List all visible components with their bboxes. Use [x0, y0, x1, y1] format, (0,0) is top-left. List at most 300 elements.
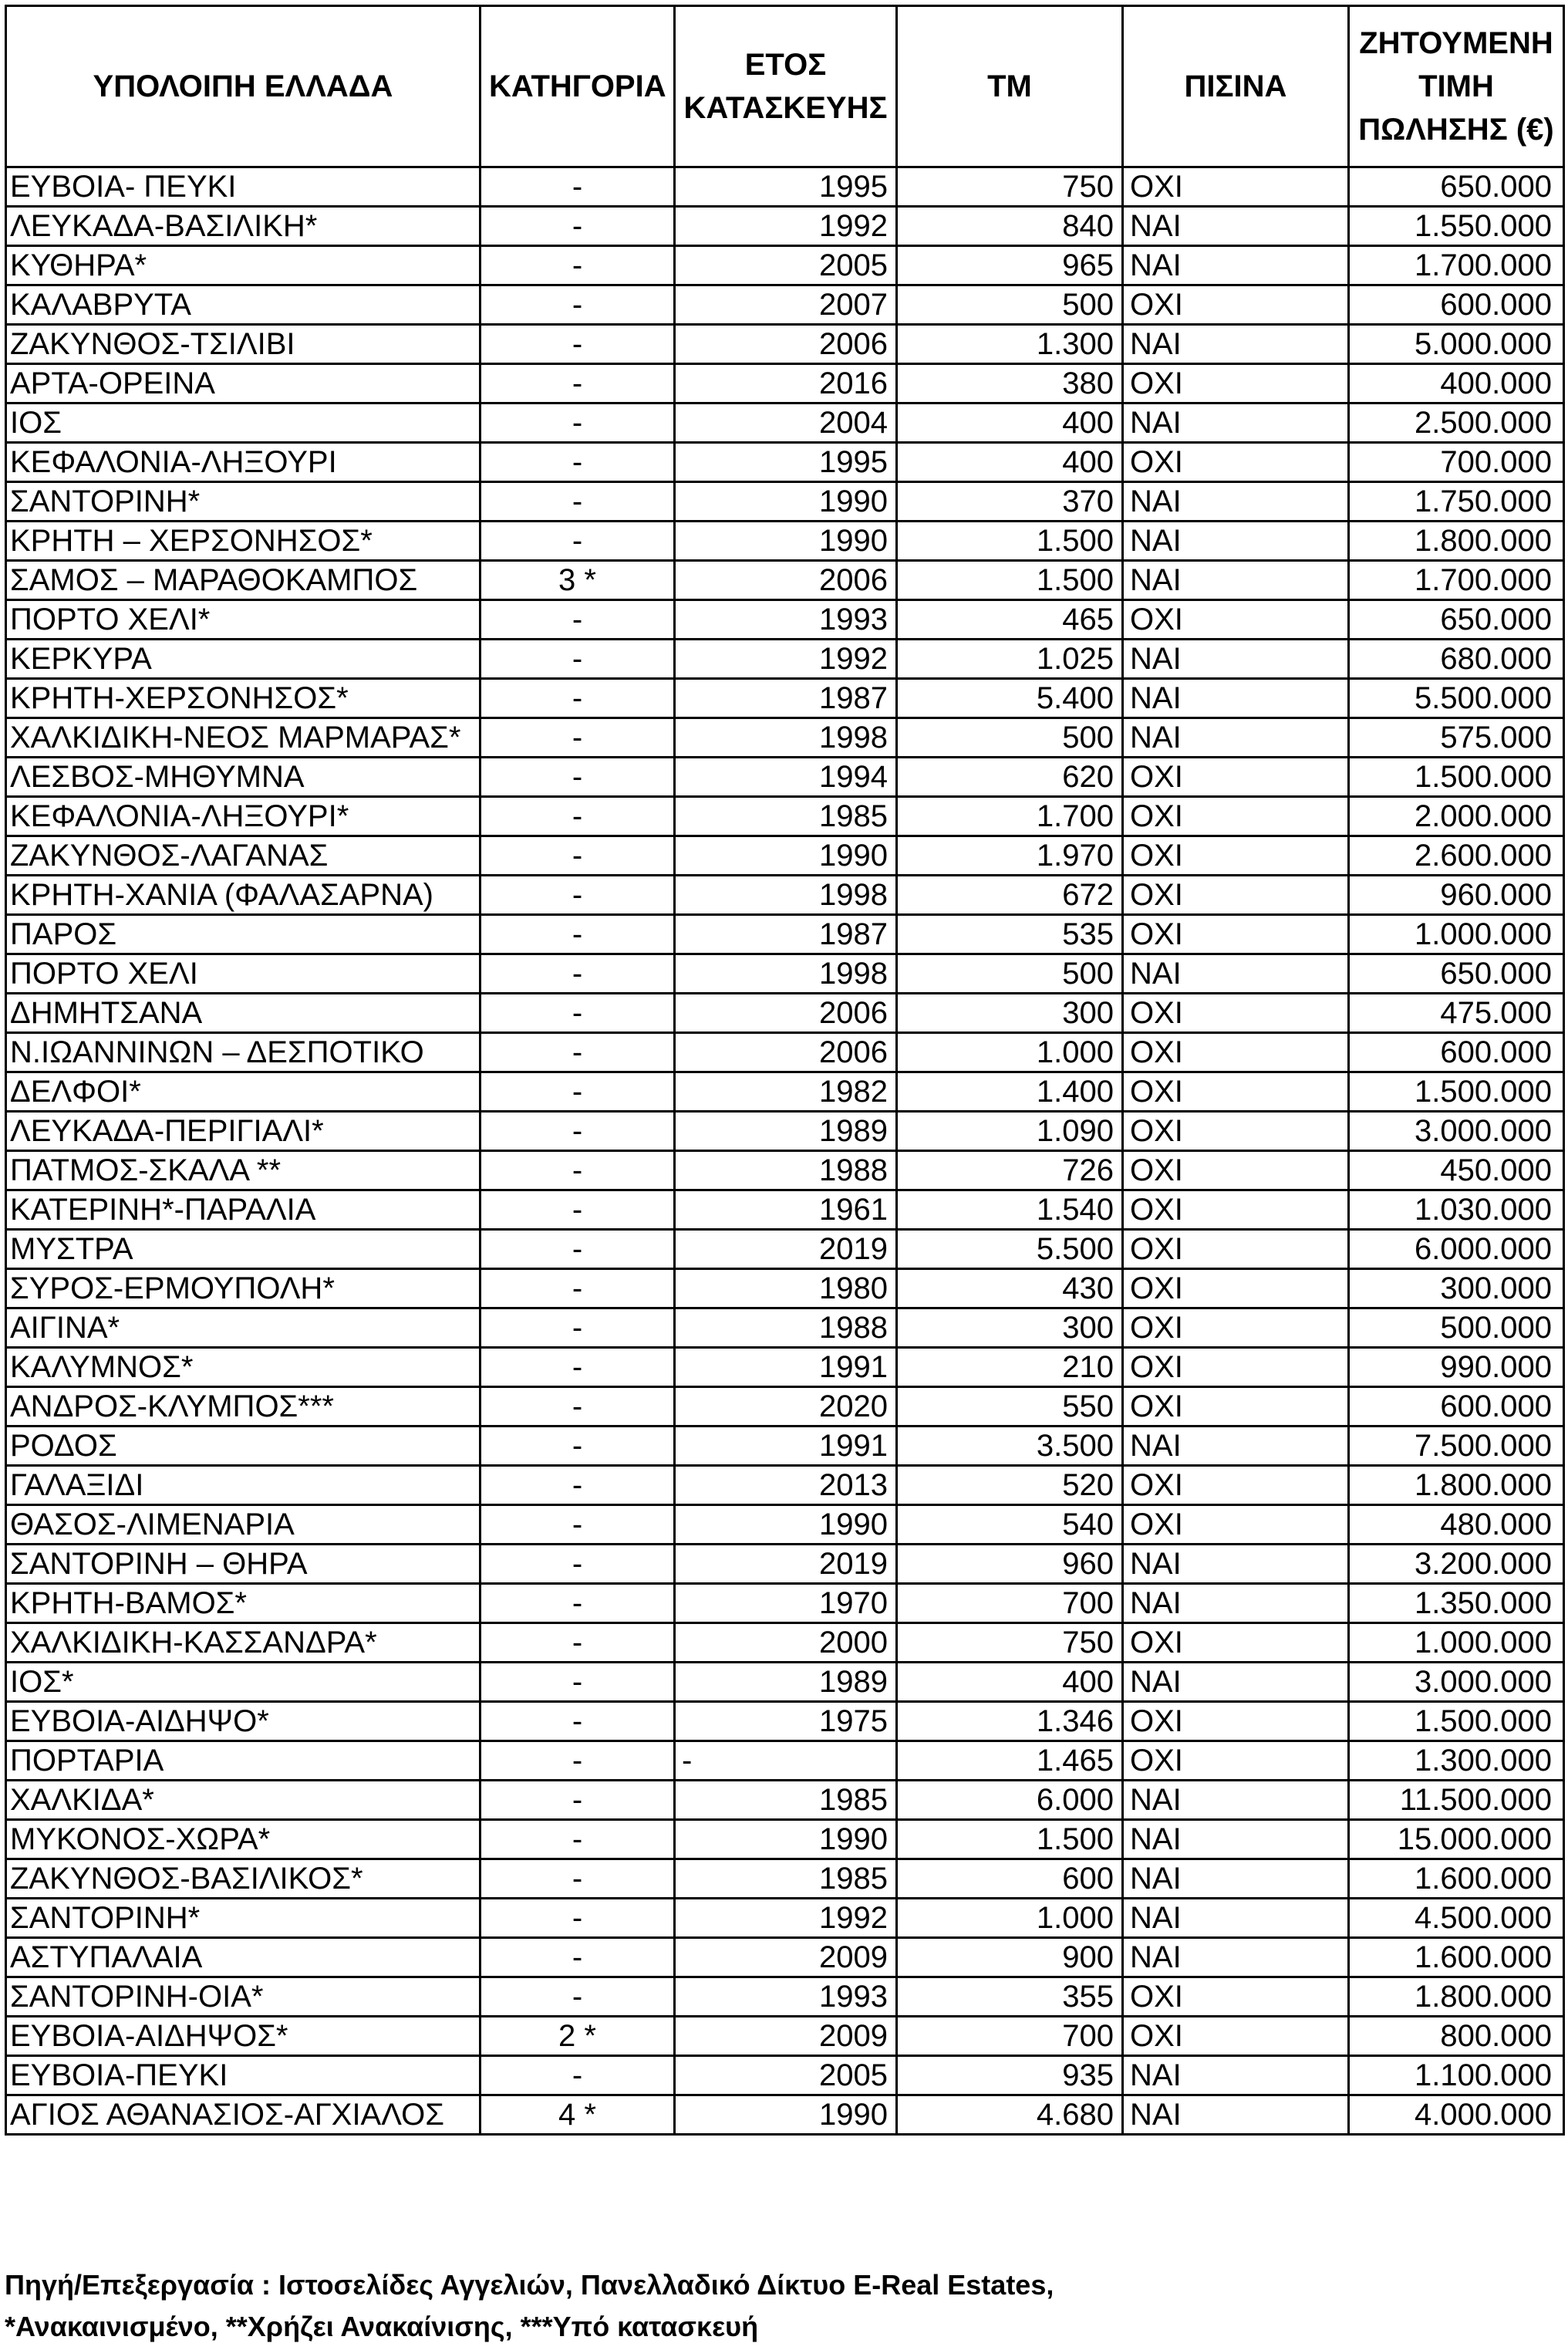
location-cell: Ν.ΙΩΑΝΝΙΝΩΝ – ΔΕΣΠΟΤΙΚΟ — [6, 1033, 481, 1072]
location-cell: ΣΑΝΤΟΡΙΝΗ* — [6, 1899, 481, 1938]
sqm-cell: 1.540 — [897, 1190, 1123, 1230]
asking-price-cell: 600.000 — [1349, 1387, 1564, 1427]
construction-year-cell: 1998 — [675, 718, 897, 758]
location-cell: ΘΑΣΟΣ-ΛΙΜΕΝΑΡΙΑ — [6, 1505, 481, 1545]
category-cell: - — [481, 1623, 675, 1663]
pool-cell: ΟΧΙ — [1123, 1072, 1349, 1112]
category-cell: - — [481, 207, 675, 246]
construction-year-cell: 1975 — [675, 1702, 897, 1741]
location-cell: ΣΑΝΤΟΡΙΝΗ-ΟΙΑ* — [6, 1977, 481, 2017]
sqm-cell: 300 — [897, 1308, 1123, 1348]
pool-cell: ΝΑΙ — [1123, 403, 1349, 443]
location-cell: ΠΟΡΤΟ ΧΕΛΙ — [6, 954, 481, 994]
pool-cell: ΝΑΙ — [1123, 1663, 1349, 1702]
sqm-cell: 1.025 — [897, 640, 1123, 679]
header-price-line1: ΖΗΤΟΥΜΕΝΗ — [1359, 26, 1553, 60]
table-row — [6, 1702, 1564, 1741]
table-row — [6, 285, 1564, 325]
category-cell: 3 * — [481, 561, 675, 600]
location-cell: ΧΑΛΚΙΔΑ* — [6, 1781, 481, 1820]
location-cell: ΠΟΡΤΟ ΧΕΛΙ* — [6, 600, 481, 640]
category-cell: - — [481, 1308, 675, 1348]
table-row — [6, 1033, 1564, 1072]
construction-year-cell: 2006 — [675, 561, 897, 600]
asking-price-cell: 1.700.000 — [1349, 561, 1564, 600]
pool-cell: ΟΧΙ — [1123, 1505, 1349, 1545]
location-cell: ΚΡΗΤΗ-ΒΑΜΟΣ* — [6, 1584, 481, 1623]
location-cell: ΚΕΦΑΛΟΝΙΑ-ΛΗΞΟΥΡΙ — [6, 443, 481, 482]
asking-price-cell: 650.000 — [1349, 954, 1564, 994]
listing-table-container — [5, 5, 1563, 2136]
pool-cell: ΟΧΙ — [1123, 1151, 1349, 1190]
sqm-cell: 6.000 — [897, 1781, 1123, 1820]
asking-price-cell: 5.000.000 — [1349, 325, 1564, 364]
sqm-cell: 900 — [897, 1938, 1123, 1977]
location-cell: ΕΥΒΟΙΑ-ΑΙΔΗΨΟ* — [6, 1702, 481, 1741]
asking-price-cell: 3.000.000 — [1349, 1663, 1564, 1702]
category-cell: - — [481, 1781, 675, 1820]
construction-year-cell: 2005 — [675, 2056, 897, 2095]
table-row — [6, 1466, 1564, 1505]
sqm-cell: 370 — [897, 482, 1123, 522]
sqm-cell: 600 — [897, 1859, 1123, 1899]
sqm-cell: 540 — [897, 1505, 1123, 1545]
pool-cell: ΟΧΙ — [1123, 1308, 1349, 1348]
sqm-cell: 700 — [897, 1584, 1123, 1623]
sqm-cell: 935 — [897, 2056, 1123, 2095]
category-cell: 2 * — [481, 2017, 675, 2056]
table-body — [6, 167, 1564, 2135]
table-row — [6, 1072, 1564, 1112]
sqm-cell: 1.000 — [897, 1899, 1123, 1938]
asking-price-cell: 600.000 — [1349, 1033, 1564, 1072]
sqm-cell: 1.500 — [897, 1820, 1123, 1859]
category-cell: - — [481, 167, 675, 207]
sqm-cell: 960 — [897, 1545, 1123, 1584]
sqm-cell: 840 — [897, 207, 1123, 246]
asking-price-cell: 800.000 — [1349, 2017, 1564, 2056]
construction-year-cell: 1993 — [675, 1977, 897, 2017]
table-row — [6, 954, 1564, 994]
location-cell: ΣΑΝΤΟΡΙΝΗ* — [6, 482, 481, 522]
location-cell: ΙΟΣ — [6, 403, 481, 443]
construction-year-cell: 2006 — [675, 325, 897, 364]
pool-cell: ΟΧΙ — [1123, 1623, 1349, 1663]
category-cell: - — [481, 994, 675, 1033]
category-cell: - — [481, 1545, 675, 1584]
category-cell: - — [481, 718, 675, 758]
sqm-cell: 750 — [897, 167, 1123, 207]
category-cell: - — [481, 1033, 675, 1072]
location-cell: ΚΑΛΥΜΝΟΣ* — [6, 1348, 481, 1387]
asking-price-cell: 1.350.000 — [1349, 1584, 1564, 1623]
category-cell: - — [481, 1387, 675, 1427]
legend-note: *Ανακαινισμένο, **Χρήζει Ανακαίνισης, ***Υπό κατασκευή — [5, 2311, 759, 2342]
location-cell: ΖΑΚΥΝΘΟΣ-ΒΑΣΙΛΙΚΟΣ* — [6, 1859, 481, 1899]
pool-cell: ΟΧΙ — [1123, 994, 1349, 1033]
asking-price-cell: 500.000 — [1349, 1308, 1564, 1348]
table-row — [6, 915, 1564, 954]
pool-cell: ΝΑΙ — [1123, 1820, 1349, 1859]
construction-year-cell: 1998 — [675, 954, 897, 994]
table-row — [6, 1308, 1564, 1348]
location-cell: ΑΓΙΟΣ ΑΘΑΝΑΣΙΟΣ-ΑΓΧΙΑΛΟΣ — [6, 2095, 481, 2135]
asking-price-cell: 650.000 — [1349, 600, 1564, 640]
location-cell: ΑΙΓΙΝΑ* — [6, 1308, 481, 1348]
location-cell: ΔΕΛΦΟΙ* — [6, 1072, 481, 1112]
pool-cell: ΝΑΙ — [1123, 1781, 1349, 1820]
construction-year-cell: 2007 — [675, 285, 897, 325]
table-row — [6, 1899, 1564, 1938]
table-row — [6, 1269, 1564, 1308]
location-cell: ΑΣΤΥΠΑΛΑΙΑ — [6, 1938, 481, 1977]
table-row — [6, 1427, 1564, 1466]
pool-cell: ΟΧΙ — [1123, 167, 1349, 207]
asking-price-cell: 6.000.000 — [1349, 1230, 1564, 1269]
table-row — [6, 876, 1564, 915]
sqm-cell: 520 — [897, 1466, 1123, 1505]
table-row — [6, 1663, 1564, 1702]
location-cell: ΓΑΛΑΞΙΔΙ — [6, 1466, 481, 1505]
pool-cell: ΟΧΙ — [1123, 876, 1349, 915]
sqm-cell: 1.970 — [897, 836, 1123, 876]
asking-price-cell: 1.000.000 — [1349, 915, 1564, 954]
sqm-cell: 210 — [897, 1348, 1123, 1387]
table-row — [6, 758, 1564, 797]
pool-cell: ΟΧΙ — [1123, 1466, 1349, 1505]
construction-year-cell: 1992 — [675, 1899, 897, 1938]
location-cell: ΣΥΡΟΣ-ΕΡΜΟΥΠΟΛΗ* — [6, 1269, 481, 1308]
pool-cell: ΝΑΙ — [1123, 482, 1349, 522]
asking-price-cell: 7.500.000 — [1349, 1427, 1564, 1466]
pool-cell: ΝΑΙ — [1123, 561, 1349, 600]
category-cell: - — [481, 246, 675, 285]
location-cell: ΠΑΡΟΣ — [6, 915, 481, 954]
pool-cell: ΟΧΙ — [1123, 758, 1349, 797]
sqm-cell: 535 — [897, 915, 1123, 954]
construction-year-cell: 2006 — [675, 1033, 897, 1072]
table-row — [6, 561, 1564, 600]
header-price-line2: ΤΙΜΗ — [1418, 69, 1494, 103]
asking-price-cell: 1.030.000 — [1349, 1190, 1564, 1230]
location-cell: ΚΡΗΤΗ – ΧΕΡΣΟΝΗΣΟΣ* — [6, 522, 481, 561]
header-construction-year — [675, 6, 897, 167]
sqm-cell: 726 — [897, 1151, 1123, 1190]
pool-cell: ΟΧΙ — [1123, 600, 1349, 640]
asking-price-cell: 960.000 — [1349, 876, 1564, 915]
category-cell: - — [481, 1859, 675, 1899]
asking-price-cell: 1.700.000 — [1349, 246, 1564, 285]
asking-price-cell: 5.500.000 — [1349, 679, 1564, 718]
asking-price-cell: 650.000 — [1349, 167, 1564, 207]
asking-price-cell: 1.600.000 — [1349, 1938, 1564, 1977]
pool-cell: ΝΑΙ — [1123, 1938, 1349, 1977]
pool-cell: ΝΑΙ — [1123, 325, 1349, 364]
sqm-cell: 750 — [897, 1623, 1123, 1663]
table-row — [6, 522, 1564, 561]
category-cell: - — [481, 1741, 675, 1781]
header-category: ΚΑΤΗΓΟΡΙΑ — [481, 6, 675, 167]
location-cell: ΚΡΗΤΗ-ΧΕΡΣΟΝΗΣΟΣ* — [6, 679, 481, 718]
category-cell: - — [481, 403, 675, 443]
table-row — [6, 167, 1564, 207]
pool-cell: ΟΧΙ — [1123, 1348, 1349, 1387]
construction-year-cell: 2005 — [675, 246, 897, 285]
category-cell: - — [481, 915, 675, 954]
construction-year-cell: 1985 — [675, 797, 897, 836]
table-row — [6, 443, 1564, 482]
category-cell: - — [481, 1348, 675, 1387]
location-cell: ΔΗΜΗΤΣΑΝΑ — [6, 994, 481, 1033]
category-cell: - — [481, 443, 675, 482]
category-cell: - — [481, 364, 675, 403]
asking-price-cell: 1.000.000 — [1349, 1623, 1564, 1663]
table-row — [6, 718, 1564, 758]
table-row — [6, 1151, 1564, 1190]
construction-year-cell: 1991 — [675, 1348, 897, 1387]
asking-price-cell: 400.000 — [1349, 364, 1564, 403]
category-cell: - — [481, 836, 675, 876]
construction-year-cell: 1982 — [675, 1072, 897, 1112]
sqm-cell: 400 — [897, 403, 1123, 443]
pool-cell: ΟΧΙ — [1123, 797, 1349, 836]
pool-cell: ΝΑΙ — [1123, 246, 1349, 285]
sqm-cell: 500 — [897, 718, 1123, 758]
sqm-cell: 965 — [897, 246, 1123, 285]
asking-price-cell: 4.500.000 — [1349, 1899, 1564, 1938]
location-cell: ΑΡΤΑ-ΟΡΕΙΝΑ — [6, 364, 481, 403]
category-cell: - — [481, 1466, 675, 1505]
location-cell: ΧΑΛΚΙΔΙΚΗ-ΚΑΣΣΑΝΔΡΑ* — [6, 1623, 481, 1663]
sqm-cell: 700 — [897, 2017, 1123, 2056]
construction-year-cell: 1990 — [675, 482, 897, 522]
table-row — [6, 207, 1564, 246]
pool-cell: ΟΧΙ — [1123, 1977, 1349, 2017]
construction-year-cell: 1985 — [675, 1859, 897, 1899]
pool-cell: ΝΑΙ — [1123, 1859, 1349, 1899]
construction-year-cell: 1990 — [675, 522, 897, 561]
location-cell: ΚΕΦΑΛΟΝΙΑ-ΛΗΞΟΥΡΙ* — [6, 797, 481, 836]
table-row — [6, 1505, 1564, 1545]
sqm-cell: 550 — [897, 1387, 1123, 1427]
construction-year-cell: 1961 — [675, 1190, 897, 1230]
category-cell: - — [481, 1899, 675, 1938]
category-cell: - — [481, 640, 675, 679]
table-row — [6, 2017, 1564, 2056]
asking-price-cell: 3.200.000 — [1349, 1545, 1564, 1584]
location-cell: ΙΟΣ* — [6, 1663, 481, 1702]
table-row — [6, 403, 1564, 443]
sqm-cell: 4.680 — [897, 2095, 1123, 2135]
table-row — [6, 1977, 1564, 2017]
asking-price-cell: 1.500.000 — [1349, 1702, 1564, 1741]
table-row — [6, 1938, 1564, 1977]
category-cell: - — [481, 1190, 675, 1230]
asking-price-cell: 2.600.000 — [1349, 836, 1564, 876]
sqm-cell: 672 — [897, 876, 1123, 915]
table-row — [6, 1112, 1564, 1151]
pool-cell: ΝΑΙ — [1123, 522, 1349, 561]
pool-cell: ΟΧΙ — [1123, 443, 1349, 482]
sqm-cell: 380 — [897, 364, 1123, 403]
header-sqm: ΤΜ — [897, 6, 1123, 167]
sqm-cell: 400 — [897, 1663, 1123, 1702]
construction-year-cell: 1989 — [675, 1112, 897, 1151]
table-row — [6, 1623, 1564, 1663]
sqm-cell: 500 — [897, 285, 1123, 325]
asking-price-cell: 575.000 — [1349, 718, 1564, 758]
sqm-cell: 1.090 — [897, 1112, 1123, 1151]
construction-year-cell: 2016 — [675, 364, 897, 403]
construction-year-cell: 1990 — [675, 2095, 897, 2135]
pool-cell: ΝΑΙ — [1123, 640, 1349, 679]
asking-price-cell: 1.600.000 — [1349, 1859, 1564, 1899]
asking-price-cell: 475.000 — [1349, 994, 1564, 1033]
header-pool: ΠΙΣΙΝΑ — [1123, 6, 1349, 167]
pool-cell: ΝΑΙ — [1123, 1584, 1349, 1623]
construction-year-cell: 1994 — [675, 758, 897, 797]
location-cell: ΜΥΣΤΡΑ — [6, 1230, 481, 1269]
category-cell: - — [481, 954, 675, 994]
construction-year-cell: 2020 — [675, 1387, 897, 1427]
asking-price-cell: 1.300.000 — [1349, 1741, 1564, 1781]
construction-year-cell: 1970 — [675, 1584, 897, 1623]
location-cell: ΚΥΘΗΡΑ* — [6, 246, 481, 285]
table-row — [6, 1820, 1564, 1859]
category-cell: - — [481, 285, 675, 325]
location-cell: ΚΑΛΑΒΡΥΤΑ — [6, 285, 481, 325]
table-row — [6, 994, 1564, 1033]
sqm-cell: 1.500 — [897, 561, 1123, 600]
pool-cell: ΟΧΙ — [1123, 285, 1349, 325]
sqm-cell: 1.000 — [897, 1033, 1123, 1072]
construction-year-cell: 1987 — [675, 679, 897, 718]
asking-price-cell: 600.000 — [1349, 285, 1564, 325]
table-row — [6, 1741, 1564, 1781]
category-cell: - — [481, 1977, 675, 2017]
asking-price-cell: 1.800.000 — [1349, 1466, 1564, 1505]
category-cell: - — [481, 1269, 675, 1308]
table-row — [6, 246, 1564, 285]
pool-cell: ΟΧΙ — [1123, 915, 1349, 954]
category-cell: - — [481, 1151, 675, 1190]
construction-year-cell: 1995 — [675, 167, 897, 207]
construction-year-cell: 1992 — [675, 640, 897, 679]
construction-year-cell: 1993 — [675, 600, 897, 640]
sqm-cell: 620 — [897, 758, 1123, 797]
category-cell: - — [481, 325, 675, 364]
pool-cell: ΟΧΙ — [1123, 836, 1349, 876]
construction-year-cell: 2000 — [675, 1623, 897, 1663]
pool-cell: ΝΑΙ — [1123, 1427, 1349, 1466]
table-row — [6, 2095, 1564, 2135]
pool-cell: ΟΧΙ — [1123, 1190, 1349, 1230]
pool-cell: ΝΑΙ — [1123, 1899, 1349, 1938]
header-year-line1: ΕΤΟΣ — [744, 48, 827, 82]
construction-year-cell: 1990 — [675, 836, 897, 876]
asking-price-cell: 4.000.000 — [1349, 2095, 1564, 2135]
pool-cell: ΝΑΙ — [1123, 954, 1349, 994]
sqm-cell: 1.465 — [897, 1741, 1123, 1781]
pool-cell: ΝΑΙ — [1123, 2056, 1349, 2095]
construction-year-cell: 2019 — [675, 1545, 897, 1584]
asking-price-cell: 300.000 — [1349, 1269, 1564, 1308]
sqm-cell: 1.300 — [897, 325, 1123, 364]
location-cell: ΖΑΚΥΝΘΟΣ-ΤΣΙΛΙΒΙ — [6, 325, 481, 364]
table-row — [6, 325, 1564, 364]
asking-price-cell: 700.000 — [1349, 443, 1564, 482]
construction-year-cell: 1980 — [675, 1269, 897, 1308]
source-note: Πηγή/Επεξεργασία : Ιστοσελίδες Αγγελιών, Πανελλαδικό Δίκτυο E-Real Estates, — [5, 2269, 1054, 2301]
asking-price-cell: 1.750.000 — [1349, 482, 1564, 522]
location-cell: ΣΑΝΤΟΡΙΝΗ – ΘΗΡΑ — [6, 1545, 481, 1584]
table-row — [6, 482, 1564, 522]
category-cell: - — [481, 797, 675, 836]
header-year-line2: ΚΑΤΑΣΚΕΥΗΣ — [683, 91, 888, 125]
sqm-cell: 1.346 — [897, 1702, 1123, 1741]
sqm-cell: 3.500 — [897, 1427, 1123, 1466]
asking-price-cell: 1.800.000 — [1349, 1977, 1564, 2017]
sqm-cell: 465 — [897, 600, 1123, 640]
pool-cell: ΟΧΙ — [1123, 1269, 1349, 1308]
table-row — [6, 640, 1564, 679]
location-cell: ΚΑΤΕΡΙΝΗ*-ΠΑΡΑΛΙΑ — [6, 1190, 481, 1230]
construction-year-cell: 1992 — [675, 207, 897, 246]
location-cell: ΖΑΚΥΝΘΟΣ-ΛΑΓΑΝΑΣ — [6, 836, 481, 876]
construction-year-cell: 1990 — [675, 1820, 897, 1859]
pool-cell: ΟΧΙ — [1123, 1387, 1349, 1427]
asking-price-cell: 1.550.000 — [1349, 207, 1564, 246]
location-cell: ΕΥΒΟΙΑ-ΠΕΥΚΙ — [6, 2056, 481, 2095]
asking-price-cell: 11.500.000 — [1349, 1781, 1564, 1820]
construction-year-cell: 1988 — [675, 1151, 897, 1190]
location-cell: ΕΥΒΟΙΑ-ΑΙΔΗΨΟΣ* — [6, 2017, 481, 2056]
table-row — [6, 1545, 1564, 1584]
pool-cell: ΝΑΙ — [1123, 1545, 1349, 1584]
asking-price-cell: 2.500.000 — [1349, 403, 1564, 443]
category-cell: - — [481, 1427, 675, 1466]
location-cell: ΑΝΔΡΟΣ-ΚΛΥΜΠΟΣ*** — [6, 1387, 481, 1427]
construction-year-cell: 1991 — [675, 1427, 897, 1466]
location-cell: ΠΑΤΜΟΣ-ΣΚΑΛΑ ** — [6, 1151, 481, 1190]
asking-price-cell: 1.800.000 — [1349, 522, 1564, 561]
table-row — [6, 1859, 1564, 1899]
sqm-cell: 300 — [897, 994, 1123, 1033]
category-cell: - — [481, 1663, 675, 1702]
construction-year-cell: 1995 — [675, 443, 897, 482]
sqm-cell: 355 — [897, 1977, 1123, 2017]
category-cell: - — [481, 1230, 675, 1269]
location-cell: ΛΕΥΚΑΔΑ-ΠΕΡΙΓΙΑΛΙ* — [6, 1112, 481, 1151]
table-row — [6, 600, 1564, 640]
location-cell: ΕΥΒΟΙΑ- ΠΕΥΚΙ — [6, 167, 481, 207]
pool-cell: ΝΑΙ — [1123, 207, 1349, 246]
location-cell: ΛΕΥΚΑΔΑ-ΒΑΣΙΛΙΚΗ* — [6, 207, 481, 246]
table-footnote — [5, 2264, 1563, 2348]
category-cell: - — [481, 679, 675, 718]
table-row — [6, 1190, 1564, 1230]
location-cell: ΠΟΡΤΑΡΙΑ — [6, 1741, 481, 1781]
table-row — [6, 1781, 1564, 1820]
asking-price-cell: 1.100.000 — [1349, 2056, 1564, 2095]
pool-cell: ΟΧΙ — [1123, 1741, 1349, 1781]
pool-cell: ΟΧΙ — [1123, 1230, 1349, 1269]
construction-year-cell: 1988 — [675, 1308, 897, 1348]
table-row — [6, 1387, 1564, 1427]
location-cell: ΜΥΚΟΝΟΣ-ΧΩΡΑ* — [6, 1820, 481, 1859]
construction-year-cell: 1987 — [675, 915, 897, 954]
construction-year-cell: 1998 — [675, 876, 897, 915]
